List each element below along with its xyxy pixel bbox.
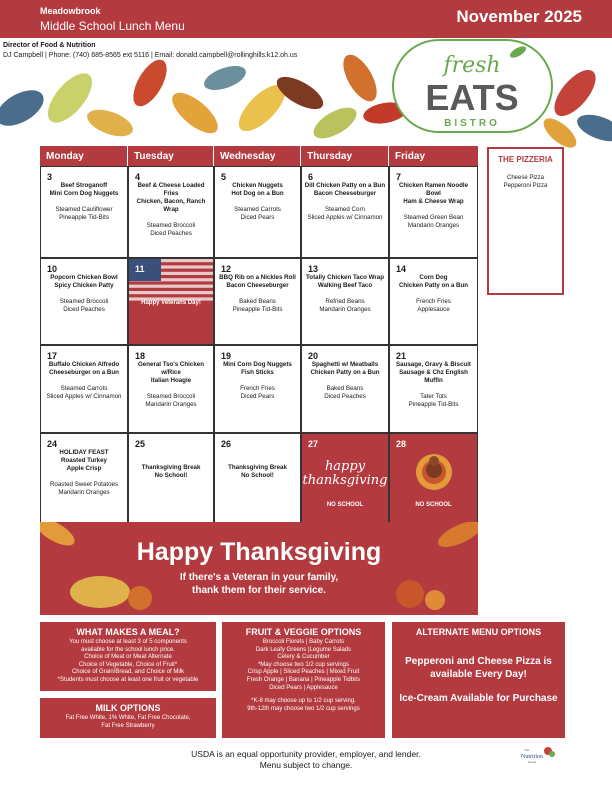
side-item: Roasted Sweet Potatoes [49,481,119,488]
day-number: 14 [396,264,407,274]
calendar-day-cell [40,258,128,345]
entree-item: Chicken Ramen Noodle Bowl [398,182,469,197]
day-number: 28 [396,439,407,449]
calendar-day-cell [214,166,301,258]
day-number: 4 [135,172,141,182]
pizzeria-item: Cheese Pizza [506,175,545,181]
banner-subtitle [40,571,478,597]
pizzeria-item: Pepperoni Pizza [503,183,548,189]
entree-item: Dill Chicken Patty on a Bun [304,182,386,189]
side-item: Mandarin Oranges [319,306,371,313]
day-number: 18 [135,351,146,361]
side-item: Pineapple Tid-Bits [232,306,283,313]
logo-bistro: BISTRO [444,118,500,129]
info-line: Dark Leafy Greens |Legume Salads [255,646,352,653]
side-item: Steamed Carrots [234,206,281,213]
entree-list [302,274,388,290]
entree-item: Popcorn Chicken Bowl [50,274,118,281]
calendar-day-cell [389,258,478,345]
entree-item: Corn Dog [419,274,448,281]
side-item: Steamed Broccoli [146,393,196,400]
entree-item: Cheeseburger on a Bun [49,369,119,376]
side-item: Mandarin Oranges [407,222,460,229]
side-item: Sliced Apples w/ Cinnamon [46,393,122,400]
side-item: Diced Peaches [63,306,105,313]
info-line: Fat Free White, 1% White, Fat Free Chocolate, [65,715,191,721]
side-item: Pineapple Tid-Bits [408,401,459,408]
calendar-day-cell [301,433,389,523]
day-number: 5 [221,172,227,182]
nutrition-logo-bottom: Group [528,760,537,764]
side-item: Diced Peaches [150,230,192,237]
entree-list [302,361,388,377]
entree-item: Bacon Cheeseburger [226,282,289,289]
entree-item: Bacon Cheeseburger [313,190,377,197]
day-header-friday: Friday [389,146,478,166]
side-item: French Fries [416,298,451,305]
side-item: Steamed Green Bean [403,214,464,221]
banner-title: Happy Thanksgiving [136,538,382,566]
calendar-day-cell [128,166,214,258]
calendar-day-cell [301,345,389,433]
director-contact: DJ Campbell | Phone: (740) 685-8565 ext 5116 | Email: donald.campbell@rollinghills.k12.oh.us [3,52,298,59]
logo-eats: EATS [425,77,519,118]
director-info [3,41,297,61]
entree-item: Sausage, Gravy & Biscuit [396,361,471,368]
info-line: You must choose at least 3 of 5 components [69,639,187,645]
day-number: 24 [47,439,58,449]
day-header-monday: Monday [40,146,128,166]
info-line: *K-8 may choose up to 1/2 cup serving. [251,698,356,705]
day-header-thursday: Thursday [301,146,389,166]
entree-item: Chicken Patty on a Bun [310,369,380,376]
side-list [215,385,300,401]
side-list [215,206,300,222]
side-item: Pineapple Tid-Bits [59,214,109,221]
calendar-day-cell [128,345,214,433]
entree-item: Totally Chicken Taco Wrap [305,274,385,281]
side-item: Steamed Carrots [60,385,108,392]
day-number: 17 [47,351,58,361]
side-list [302,385,388,401]
entree-list [302,182,388,198]
info-line: Fat Free Strawberry [101,722,155,729]
entree-list [215,464,300,480]
entree-item: Hot Dog on a Bun [231,190,284,197]
entree-item: Beef & Cheese Loaded Fries [137,182,205,197]
footer-line-2: Menu subject to change. [259,760,353,770]
entree-item: No School! [241,472,274,479]
alternate-title: ALTERNATE MENU OPTIONS [415,627,542,637]
info-line: *Students must choose at least one fruit or vegetable [57,676,199,683]
side-item: Mandarin Oranges [58,489,110,496]
calendar-day-cell [128,433,214,523]
calendar-day-cell [214,433,301,523]
entree-item: Roasted Turkey [61,457,107,464]
director-title: Director of Food & Nutrition [3,42,96,49]
side-list [390,214,477,230]
banner-line-2: thank them for their service. [192,585,326,596]
fruit-veggie-options-box [222,622,385,738]
turkey-image [404,444,464,494]
entree-list [215,361,300,377]
milk-options-box [40,698,216,738]
entree-list [390,182,477,206]
thanksgiving-banner [40,522,478,615]
calendar-day-cell [40,433,128,523]
entree-item: Spaghetti w/ Meatballs [311,361,379,368]
entree-item: Fish Sticks [241,369,274,376]
side-item: Tater Tots [420,393,447,400]
calendar-day-cell [389,166,478,258]
entree-item: Mini Corn Dog Nuggets [49,190,119,197]
entree-list [215,274,300,290]
calendar-day-cell [301,258,389,345]
side-item: Baked Beans [326,385,364,392]
calendar-day-cell [214,345,301,433]
nutrition-group-logo [518,745,558,767]
day-number: 21 [396,351,407,361]
entree-item: Italian Hoagie [150,377,192,384]
side-list [390,298,477,314]
side-list [41,298,127,314]
entree-list [41,361,127,377]
alternate-line-2: Ice-Cream Available for Purchase [399,693,558,704]
info-line: Fresh Orange | Banana | Pineapple Tidbits [246,676,361,683]
info-line: Celery & Cucumber [277,654,330,661]
entree-list [215,182,300,198]
calendar-day-cell [214,258,301,345]
info-line: Choice of Vegetable, Choice of Fruit* [78,661,178,668]
side-item: Steamed Broccoli [146,222,196,229]
side-item: Steamed Broccoli [59,298,109,305]
day-number: 10 [47,264,58,274]
entree-item: Walking Beef Taco [317,282,373,289]
side-item: Diced Peaches [324,393,366,400]
side-list [41,481,127,497]
side-list [41,206,127,222]
calendar-day-cell [301,166,389,258]
entree-item: Spicy Chicken Patty [54,282,114,289]
menu-title: Middle School Lunch Menu [40,19,185,33]
info-line: Choice of Grain/Bread, and Choice of Milk [71,669,185,676]
day-number: 25 [135,439,146,449]
side-item: Sliced Apples w/ Cinnamon [307,214,383,221]
entree-item: Thanksgiving Break [228,464,287,471]
entree-list [41,182,127,198]
what-makes-a-meal-box [40,622,216,691]
side-list [129,222,213,238]
entree-item: Chicken Nuggets [232,182,283,189]
happy-thanksgiving-art: happy thanksgiving [302,459,388,488]
day-number: 26 [221,439,232,449]
meal-title: WHAT MAKES A MEAL? [76,627,180,637]
entree-item: Ham & Cheese Wrap [403,198,464,205]
entree-item: Chicken Patty on a Bun [398,282,469,289]
alternate-line-1: Pepperoni and Cheese Pizza is available Every Day! [405,656,552,680]
milk-lines [40,715,216,730]
fruitveg-title: FRUIT & VEGGIE OPTIONS [245,627,362,637]
side-list [302,206,388,222]
entree-list [390,274,477,290]
day-note: NO SCHOOL [326,502,364,508]
info-line: Broccoli Florets | Baby Carrots [262,639,345,645]
fruitveg-notes [222,698,385,713]
info-line: available for the school lunch price. [81,646,175,653]
day-number: 3 [47,172,53,182]
nutrition-logo-main: Nutrition [521,754,543,760]
side-list [41,385,127,401]
entree-item: BBQ Rib on a Nickles Roll [219,274,296,281]
side-list [215,298,300,314]
school-name: Meadowbrook [40,6,101,16]
day-number: 27 [308,439,319,449]
calendar-day-cell [40,345,128,433]
entree-list [41,449,127,473]
day-header-tuesday: Tuesday [128,146,214,166]
calendar-day-cell [40,166,128,258]
day-note: Happy Veterans Day! [141,300,201,306]
entree-item: Mini Corn Dog Nuggets [223,361,292,368]
banner-decoration [40,522,478,615]
side-item: Steamed Corn [325,206,365,213]
month-title: November 2025 [456,7,582,26]
pizzeria-title: THE PIZZERIA [498,155,553,164]
alternate-menu-box [392,622,565,738]
calendar-day-cell [128,258,214,345]
side-item: Applesauce [417,306,450,313]
entree-item: Apple Crisp [66,465,102,472]
side-item: Steamed Cauliflower [55,206,113,213]
entree-item: Beef Stroganoff [60,182,108,189]
nutrition-logo-top: The [524,748,530,752]
entree-item: Buffalo Chicken Alfredo [48,361,120,368]
entree-list [390,361,477,385]
day-note: NO SCHOOL [415,502,452,508]
day-number: 13 [308,264,319,274]
banner-line-1: If there's a Veteran in your family, [179,572,339,583]
day-number: 7 [396,172,402,182]
fruitveg-lines [222,639,385,692]
side-list [390,393,477,409]
info-line: 9th-12th may choose two 1/2 cup servings [247,705,360,712]
calendar-day-cell [389,433,478,523]
side-item: Diced Pears [240,214,275,221]
day-number: 6 [308,172,314,182]
info-line: Crisp Apple | Sliced Peaches | Mixed Fruit [247,669,360,676]
side-list [129,393,213,409]
entree-list [129,464,213,480]
calendar-day-cell [389,345,478,433]
entree-item: No School! [154,472,188,479]
side-list [302,298,388,314]
side-item: French Fries [240,385,275,392]
day-number: 19 [221,351,232,361]
entree-list [129,182,213,214]
entree-list [41,274,127,290]
entree-item: General Tso's Chicken w/Rice [137,361,204,376]
meal-lines [40,639,216,685]
entree-list [129,361,213,385]
entree-item: HOLIDAY FEAST [59,449,109,456]
footer-line-1: USDA is an equal opportunity provider, employer, and lender. [191,749,421,759]
info-line: Choice of Meat or Meat Alternate [84,654,172,661]
entree-item: Sausage & Chz English Muffin [399,369,468,384]
side-item: Diced Pears [240,393,275,400]
side-item: Baked Beans [239,298,276,305]
info-line: *May choose two 1/2 cup servings [257,661,350,668]
entree-item: Chicken, Bacon, Ranch Wrap [136,198,206,213]
day-number: 11 [135,264,145,274]
side-item: Mandarin Oranges [145,401,197,408]
logo-fresh: fresh [443,53,501,78]
info-line: Diced Pears | Applesauce [269,684,338,691]
pizzeria-box [487,147,564,295]
fresh-eats-bistro-logo [390,30,555,140]
day-header-wednesday: Wednesday [214,146,301,166]
day-number: 20 [308,351,319,361]
milk-title: MILK OPTIONS [95,703,161,713]
side-item: Refried Beans [325,298,365,305]
entree-item: Thanksgiving Break [141,464,201,471]
day-number: 12 [221,264,232,274]
